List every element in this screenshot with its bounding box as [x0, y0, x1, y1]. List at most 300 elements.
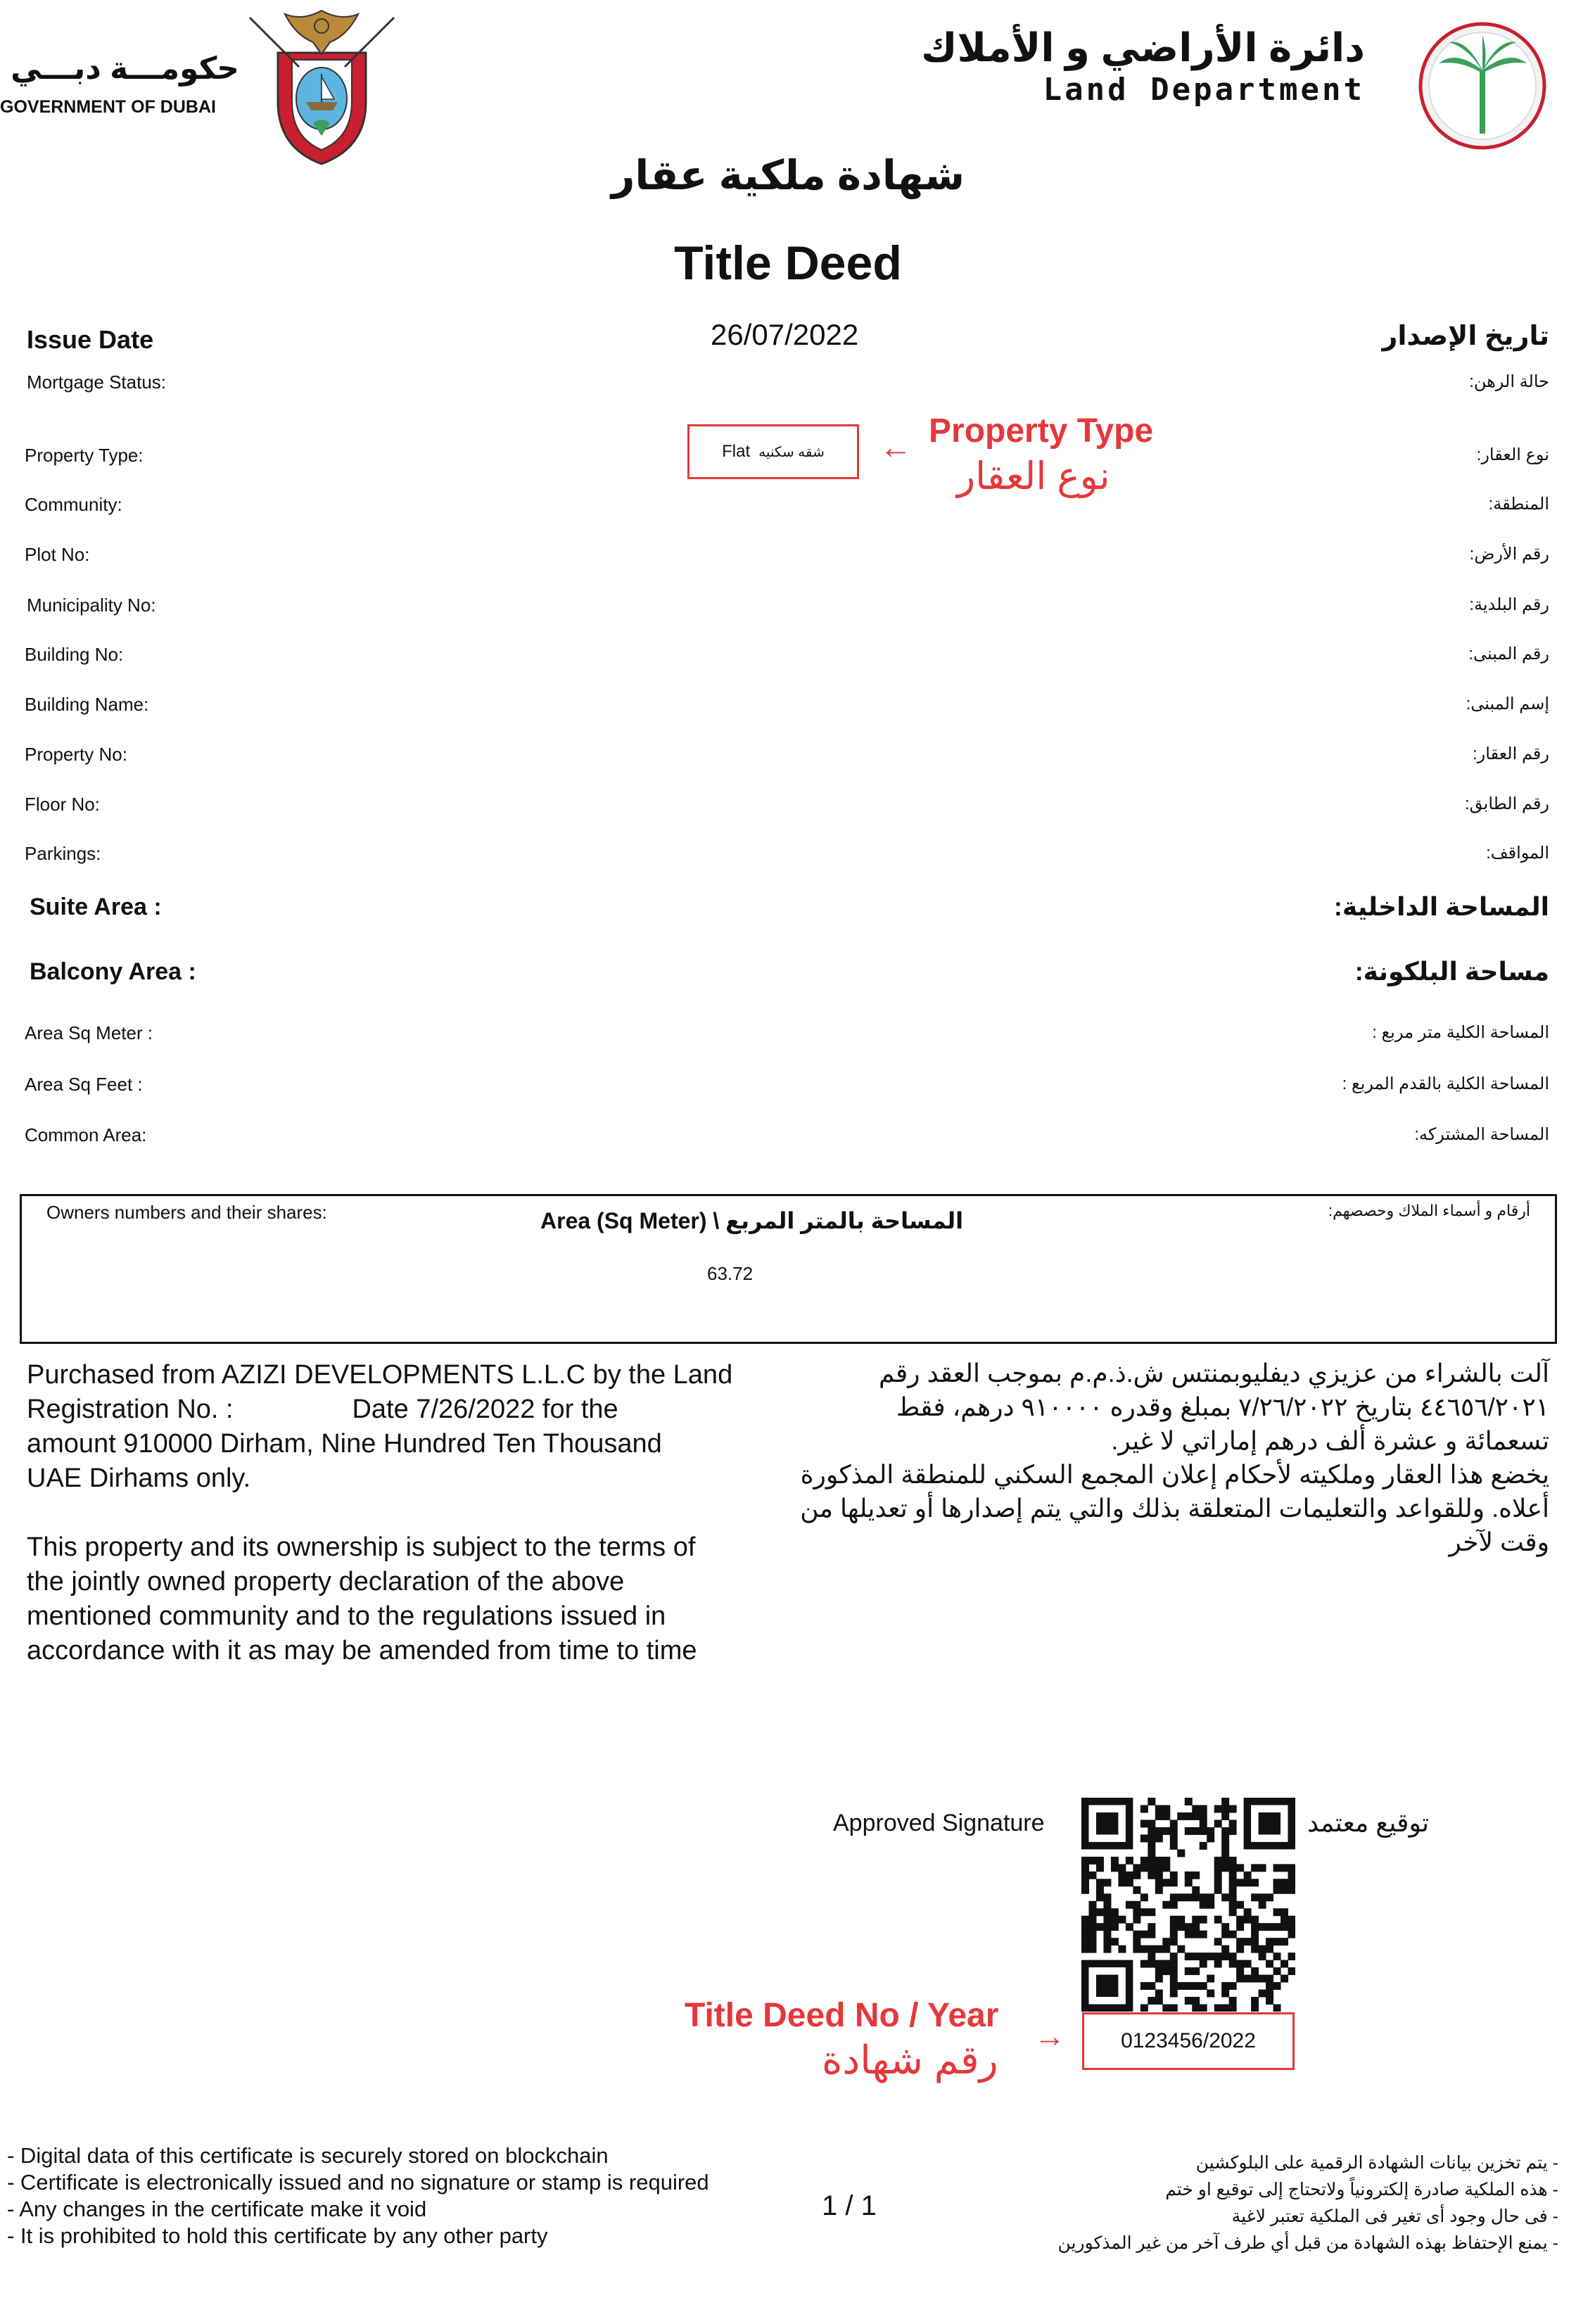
qr-module — [1081, 1938, 1089, 1945]
qr-module — [1096, 1864, 1104, 1872]
qr-module — [1126, 1872, 1133, 1879]
qr-module — [1229, 1820, 1237, 1827]
qr-module — [1244, 1908, 1252, 1916]
qr-module — [1148, 1798, 1155, 1805]
qr-module — [1148, 1908, 1155, 1916]
qr-module — [1221, 1842, 1229, 1850]
qr-module — [1088, 1923, 1096, 1931]
footer-note: - It is prohibited to hold this certificate by any other party — [7, 2223, 548, 2248]
field-label-ar: نوع العقار: — [1476, 445, 1549, 464]
qr-module — [1280, 1923, 1288, 1931]
qr-module — [1177, 1923, 1185, 1931]
qr-module — [1140, 1805, 1148, 1812]
qr-module — [1162, 1879, 1170, 1886]
field-label: Parkings: — [25, 843, 101, 864]
qr-module — [1162, 1901, 1170, 1909]
qr-finder — [1096, 1975, 1118, 1997]
qr-module — [1259, 1990, 1266, 1998]
qr-module — [1200, 1820, 1207, 1827]
qr-module — [1221, 1834, 1229, 1842]
qr-module — [1103, 1893, 1111, 1901]
qr-module — [1266, 1893, 1273, 1901]
footer-notes-en — [7, 2142, 709, 2249]
qr-module — [1229, 1886, 1237, 1894]
qr-module — [1221, 1893, 1229, 1901]
qr-module — [1280, 1960, 1288, 1968]
qr-module — [1251, 1923, 1259, 1931]
qr-module — [1192, 1931, 1200, 1938]
deed-no-arrow-icon: → — [1034, 2019, 1065, 2054]
qr-module — [1088, 1857, 1096, 1865]
qr-module — [1229, 2005, 1237, 2012]
qr-module — [1118, 1945, 1126, 1953]
qr-module — [1103, 1931, 1111, 1938]
qr-module — [1148, 1864, 1155, 1872]
text-line: UAE Dirhams only. — [27, 1463, 251, 1493]
qr-module — [1103, 1901, 1111, 1909]
qr-module — [1185, 1798, 1193, 1805]
qr-module — [1273, 1938, 1281, 1945]
qr-module — [1155, 1872, 1163, 1879]
owners-label: Owners numbers and their shares: — [46, 1202, 327, 1223]
qr-module — [1251, 1893, 1259, 1901]
qr-module — [1192, 1967, 1200, 1975]
qr-module — [1229, 1952, 1237, 1960]
qr-module — [1096, 1893, 1104, 1901]
qr-module — [1229, 1931, 1237, 1938]
qr-module — [1133, 1872, 1140, 1879]
qr-module — [1236, 1923, 1244, 1931]
qr-module — [1214, 1960, 1222, 1968]
qr-module — [1088, 1938, 1096, 1945]
area-sqm-label-ar: المساحة الكلية متر مربع : — [1372, 1023, 1549, 1042]
land-dept-ar: دائرة الأراضي و الأملاك — [921, 25, 1365, 70]
footer-notes-ar — [1058, 2150, 1558, 2256]
text-line: ٤٤٦٥٦/٢٠٢١ بتاريخ ٧/٢٦/٢٠٢٢ بمبلغ وقدره ٩١٠٠٠٠ درهم، فقط — [896, 1392, 1549, 1421]
footer-note: - يتم تخزين بيانات الشهادة الرقمية على البلوكشين — [1195, 2153, 1558, 2173]
qr-module — [1288, 1967, 1295, 1975]
qr-module — [1288, 1872, 1295, 1879]
qr-module — [1229, 1982, 1237, 1990]
text-line: Registration No. : Date 7/26/2022 for the — [27, 1395, 618, 1424]
qr-module — [1273, 1982, 1281, 1990]
qr-module — [1273, 2005, 1281, 2012]
qr-module — [1096, 1879, 1104, 1886]
qr-module — [1236, 1901, 1244, 1909]
qr-module — [1288, 1879, 1295, 1886]
qr-module — [1259, 1923, 1266, 1931]
footer-note: - فى حال وجود أى تغير فى الملكية تعتبر لاغية — [1231, 2206, 1558, 2226]
qr-module — [1170, 1952, 1178, 1960]
qr-module — [1221, 1982, 1229, 1990]
qr-module — [1162, 2005, 1170, 2012]
text-line: Purchased from AZIZI DEVELOPMENTS L.L.C by the Land — [27, 1360, 733, 1390]
qr-module — [1133, 1931, 1140, 1938]
qr-module — [1214, 2005, 1222, 2012]
qr-module — [1081, 1864, 1089, 1872]
qr-module — [1155, 1967, 1163, 1975]
qr-module — [1177, 1916, 1185, 1924]
purchase-text-en — [27, 1358, 815, 1668]
qr-module — [1140, 1857, 1148, 1865]
qr-module — [1081, 1945, 1089, 1953]
qr-module — [1214, 1805, 1222, 1812]
qr-module — [1155, 1827, 1163, 1835]
qr-module — [1148, 1960, 1155, 1968]
qr-module — [1259, 1893, 1266, 1901]
qr-module — [1229, 1901, 1237, 1909]
qr-module — [1229, 1997, 1237, 2005]
approved-signature-label-ar: توقيع معتمد — [1307, 1808, 1430, 1837]
qr-module — [1111, 1908, 1119, 1916]
qr-module — [1170, 1916, 1178, 1924]
qr-module — [1266, 1960, 1273, 1968]
qr-module — [1185, 1872, 1193, 1879]
approved-signature-label: Approved Signature — [833, 1810, 1045, 1836]
qr-module — [1170, 1960, 1178, 1968]
field-label: Building Name: — [25, 694, 149, 715]
field-label-ar: المواقف: — [1486, 844, 1549, 863]
qr-module — [1140, 2005, 1148, 2012]
qr-module — [1103, 1938, 1111, 1945]
qr-module — [1155, 1834, 1163, 1842]
qr-module — [1236, 1945, 1244, 1953]
qr-module — [1088, 1908, 1096, 1916]
qr-module — [1140, 1982, 1148, 1990]
qr-module — [1162, 1864, 1170, 1872]
suite-area-label-ar: المساحة الداخلية: — [1333, 892, 1549, 921]
text-line: وقت لآخر — [1449, 1528, 1549, 1556]
qr-module — [1192, 1805, 1200, 1812]
qr-module — [1280, 1908, 1288, 1916]
area-header: Area (Sq Meter) \ المساحة بالمتر المربع — [540, 1208, 964, 1233]
qr-module — [1266, 1975, 1273, 1983]
qr-module — [1259, 1864, 1266, 1872]
qr-code[interactable] — [1081, 1798, 1295, 2012]
qr-module — [1200, 1952, 1207, 1960]
qr-module — [1221, 1857, 1229, 1865]
qr-module — [1229, 1879, 1237, 1886]
qr-module — [1185, 1812, 1193, 1820]
qr-module — [1192, 1827, 1200, 1835]
qr-module — [1288, 1886, 1295, 1894]
qr-module — [1259, 1975, 1266, 1983]
qr-module — [1280, 1975, 1288, 1983]
owners-shares-box — [20, 1194, 1557, 1344]
qr-module — [1140, 1820, 1148, 1827]
qr-module — [1214, 1916, 1222, 1924]
qr-module — [1081, 1931, 1089, 1938]
qr-module — [1259, 1945, 1266, 1953]
qr-module — [1221, 1923, 1229, 1931]
qr-module — [1126, 1857, 1133, 1865]
qr-module — [1207, 1975, 1214, 1983]
qr-finder — [1096, 1812, 1118, 1834]
property-type-value-ar: شقه سكنيه — [758, 444, 825, 460]
field-label-ar: رقم الطابق: — [1464, 794, 1549, 813]
land-dept-en: Land Department — [1043, 72, 1365, 108]
qr-module — [1251, 1931, 1259, 1938]
field-label: Property No: — [25, 744, 127, 765]
qr-module — [1088, 1901, 1096, 1909]
qr-module — [1140, 1893, 1148, 1901]
qr-module — [1162, 1812, 1170, 1820]
qr-module — [1133, 1916, 1140, 1924]
qr-module — [1133, 1938, 1140, 1945]
qr-module — [1148, 1923, 1155, 1931]
field-label-ar: حالة الرهن: — [1469, 372, 1549, 391]
qr-module — [1133, 1886, 1140, 1894]
qr-module — [1162, 1857, 1170, 1865]
qr-module — [1259, 1901, 1266, 1909]
qr-module — [1148, 1849, 1155, 1857]
qr-module — [1170, 1967, 1178, 1975]
qr-module — [1170, 1872, 1178, 1879]
qr-module — [1221, 1827, 1229, 1835]
qr-module — [1221, 1812, 1229, 1820]
qr-module — [1273, 1908, 1281, 1916]
qr-module — [1170, 1820, 1178, 1827]
qr-module — [1229, 1857, 1237, 1865]
field-label-ar: رقم البلدية: — [1469, 595, 1549, 614]
palm-emblem-icon — [1418, 21, 1548, 151]
field-label: Community: — [25, 494, 122, 515]
qr-module — [1155, 1886, 1163, 1894]
qr-module — [1229, 1908, 1237, 1916]
qr-module — [1207, 1834, 1214, 1842]
qr-module — [1192, 1982, 1200, 1990]
qr-module — [1155, 1997, 1163, 2005]
qr-module — [1148, 1827, 1155, 1835]
qr-module — [1081, 1879, 1089, 1886]
deed-no-annotation-en: Title Deed No / Year — [685, 1997, 999, 2034]
qr-module — [1088, 1945, 1096, 1953]
qr-module — [1185, 1879, 1193, 1886]
owners-label-ar: أرقام و أسماء الملاك وحصصهم: — [1328, 1202, 1530, 1219]
qr-module — [1103, 1945, 1111, 1953]
qr-module — [1200, 1842, 1207, 1850]
qr-module — [1229, 1827, 1237, 1835]
qr-module — [1096, 1923, 1104, 1931]
common-area-label: Common Area: — [25, 1124, 147, 1145]
balcony-area-label: Balcony Area : — [30, 958, 196, 985]
property-type-annotation-ar: نوع العقار — [957, 455, 1110, 497]
qr-module — [1170, 2005, 1178, 2012]
qr-module — [1088, 1916, 1096, 1924]
deed-no-value: 0123456/2022 — [1121, 2029, 1256, 2052]
qr-module — [1148, 1945, 1155, 1953]
qr-module — [1200, 1805, 1207, 1812]
qr-module — [1155, 1812, 1163, 1820]
text-line: آلت بالشراء من عزيزي ديفليوبمنتس ش.ذ.م.م بموجب العقد رقم — [879, 1359, 1549, 1388]
qr-module — [1148, 1982, 1155, 1990]
qr-module — [1251, 1916, 1259, 1924]
qr-module — [1155, 1945, 1163, 1953]
qr-module — [1185, 1931, 1193, 1938]
qr-module — [1140, 1864, 1148, 1872]
qr-module — [1140, 1908, 1148, 1916]
area-sqm-label: Area Sq Meter : — [25, 1022, 153, 1043]
qr-module — [1236, 1975, 1244, 1983]
qr-module — [1185, 1827, 1193, 1835]
field-label: Plot No: — [25, 544, 90, 565]
qr-module — [1118, 1872, 1126, 1879]
qr-module — [1162, 1805, 1170, 1812]
page-number: 1 / 1 — [822, 2190, 877, 2221]
qr-module — [1251, 1879, 1259, 1886]
qr-module — [1170, 1975, 1178, 1983]
qr-module — [1185, 1893, 1193, 1901]
qr-module — [1096, 1886, 1104, 1894]
qr-module — [1155, 1975, 1163, 1983]
qr-module — [1081, 1857, 1089, 1865]
qr-module — [1251, 1864, 1259, 1872]
qr-module — [1170, 1842, 1178, 1850]
field-label: Municipality No: — [27, 595, 156, 616]
qr-module — [1236, 1879, 1244, 1886]
area-sqft-label: Area Sq Feet : — [25, 1074, 143, 1095]
qr-module — [1207, 1990, 1214, 1998]
qr-module — [1162, 1938, 1170, 1945]
qr-module — [1155, 1805, 1163, 1812]
qr-module — [1229, 1893, 1237, 1901]
qr-module — [1266, 1997, 1273, 2005]
property-type-value-en: Flat — [722, 442, 751, 461]
qr-module — [1185, 1952, 1193, 1960]
qr-module — [1236, 1916, 1244, 1924]
qr-module — [1251, 1938, 1259, 1945]
qr-module — [1207, 1901, 1214, 1909]
qr-module — [1207, 1893, 1214, 1901]
qr-module — [1288, 1931, 1295, 1938]
deed-no-annotation-ar: رقم شهادة — [822, 2038, 998, 2082]
qr-module — [1170, 1879, 1178, 1886]
qr-module — [1251, 1975, 1259, 1983]
qr-module — [1133, 1901, 1140, 1909]
text-line: accordance with it as may be amended from time to time — [27, 1636, 697, 1665]
property-type-arrow-icon: ← — [879, 428, 912, 465]
text-line: أعلاه. وللقواعد والتعليمات المتعلقة بذلك والتي يتم إصدارها أو تعديلها من — [800, 1494, 1549, 1523]
qr-module — [1103, 1908, 1111, 1916]
qr-module — [1140, 1931, 1148, 1938]
footer-note: - يمنع الإحتفاظ بهذه الشهادة من قبل أي طرف آخر من غير المذكورين — [1057, 2233, 1558, 2253]
qr-module — [1214, 1952, 1222, 1960]
qr-module — [1155, 1879, 1163, 1886]
qr-module — [1185, 1967, 1193, 1975]
qr-module — [1244, 1960, 1252, 1968]
qr-module — [1244, 1938, 1252, 1945]
qr-module — [1214, 1820, 1222, 1827]
title-ar: شهادة ملكية عقار — [611, 153, 965, 198]
qr-module — [1185, 1982, 1193, 1990]
qr-module — [1185, 1997, 1193, 2005]
qr-module — [1221, 1945, 1229, 1953]
balcony-area-label-ar: مساحة البلكونة: — [1354, 957, 1549, 986]
qr-module — [1221, 1805, 1229, 1812]
qr-module — [1221, 1798, 1229, 1805]
qr-module — [1177, 1945, 1185, 1953]
qr-module — [1111, 1864, 1119, 1872]
qr-module — [1133, 1864, 1140, 1872]
qr-module — [1207, 1827, 1214, 1835]
qr-module — [1221, 1952, 1229, 1960]
land-department-logo — [921, 21, 1576, 155]
qr-module — [1192, 1916, 1200, 1924]
qr-module — [1081, 1916, 1089, 1924]
qr-module — [1170, 1923, 1178, 1931]
qr-module — [1177, 1812, 1185, 1820]
footer-note: - Any changes in the certificate make it void — [7, 2197, 427, 2221]
field-label-ar: إسم المبنى: — [1466, 694, 1549, 713]
qr-module — [1140, 1945, 1148, 1953]
qr-module — [1236, 1864, 1244, 1872]
qr-module — [1140, 1960, 1148, 1968]
deed-no-box — [1082, 2012, 1295, 2070]
field-label-ar: المنطقة: — [1488, 495, 1549, 514]
purchase-text-ar — [789, 1357, 1549, 1559]
qr-module — [1162, 1945, 1170, 1953]
qr-module — [1118, 1916, 1126, 1924]
qr-module — [1126, 1923, 1133, 1931]
qr-module — [1148, 1820, 1155, 1827]
qr-module — [1236, 1960, 1244, 1968]
qr-module — [1280, 1864, 1288, 1872]
footer-note: - Digital data of this certificate is securely stored on blockchain — [7, 2143, 609, 2168]
qr-module — [1162, 1967, 1170, 1975]
qr-module — [1088, 1872, 1096, 1879]
qr-module — [1288, 1923, 1295, 1931]
issue-date-label: Issue Date — [27, 325, 154, 354]
qr-module — [1214, 1872, 1222, 1879]
qr-module — [1229, 1872, 1237, 1879]
property-type-value-box — [687, 424, 859, 479]
qr-module — [1111, 1916, 1119, 1924]
qr-module — [1170, 1827, 1178, 1835]
qr-module — [1266, 1990, 1273, 1998]
field-label-ar: رقم العقار: — [1473, 744, 1549, 763]
qr-code-icon — [1081, 1798, 1295, 2012]
qr-module — [1200, 1901, 1207, 1909]
qr-module — [1133, 1945, 1140, 1953]
qr-module — [1244, 1975, 1252, 1983]
qr-module — [1155, 1857, 1163, 1865]
qr-module — [1148, 1952, 1155, 1960]
qr-module — [1266, 1945, 1273, 1953]
qr-module — [1229, 1960, 1237, 1968]
text-line: the jointly owned property declaration of the above — [27, 1567, 625, 1596]
issue-date-label-ar: تاريخ الإصدار — [1382, 322, 1549, 351]
qr-module — [1185, 1923, 1193, 1931]
qr-module — [1148, 1857, 1155, 1865]
qr-module — [1200, 2005, 1207, 2012]
qr-module — [1118, 1879, 1126, 1886]
gov-dubai-ar: حكومـــة دبـــي — [11, 51, 239, 86]
qr-module — [1273, 1923, 1281, 1931]
qr-module — [1221, 1849, 1229, 1857]
qr-module — [1229, 1805, 1237, 1812]
qr-module — [1081, 1886, 1089, 1894]
qr-module — [1221, 1990, 1229, 1998]
qr-module — [1192, 1812, 1200, 1820]
qr-module — [1251, 2005, 1259, 2012]
qr-module — [1200, 1812, 1207, 1820]
qr-module — [1162, 1827, 1170, 1835]
qr-module — [1103, 1879, 1111, 1886]
qr-module — [1192, 1872, 1200, 1879]
qr-module — [1200, 1827, 1207, 1835]
qr-module — [1148, 1997, 1155, 2005]
qr-module — [1280, 1938, 1288, 1945]
